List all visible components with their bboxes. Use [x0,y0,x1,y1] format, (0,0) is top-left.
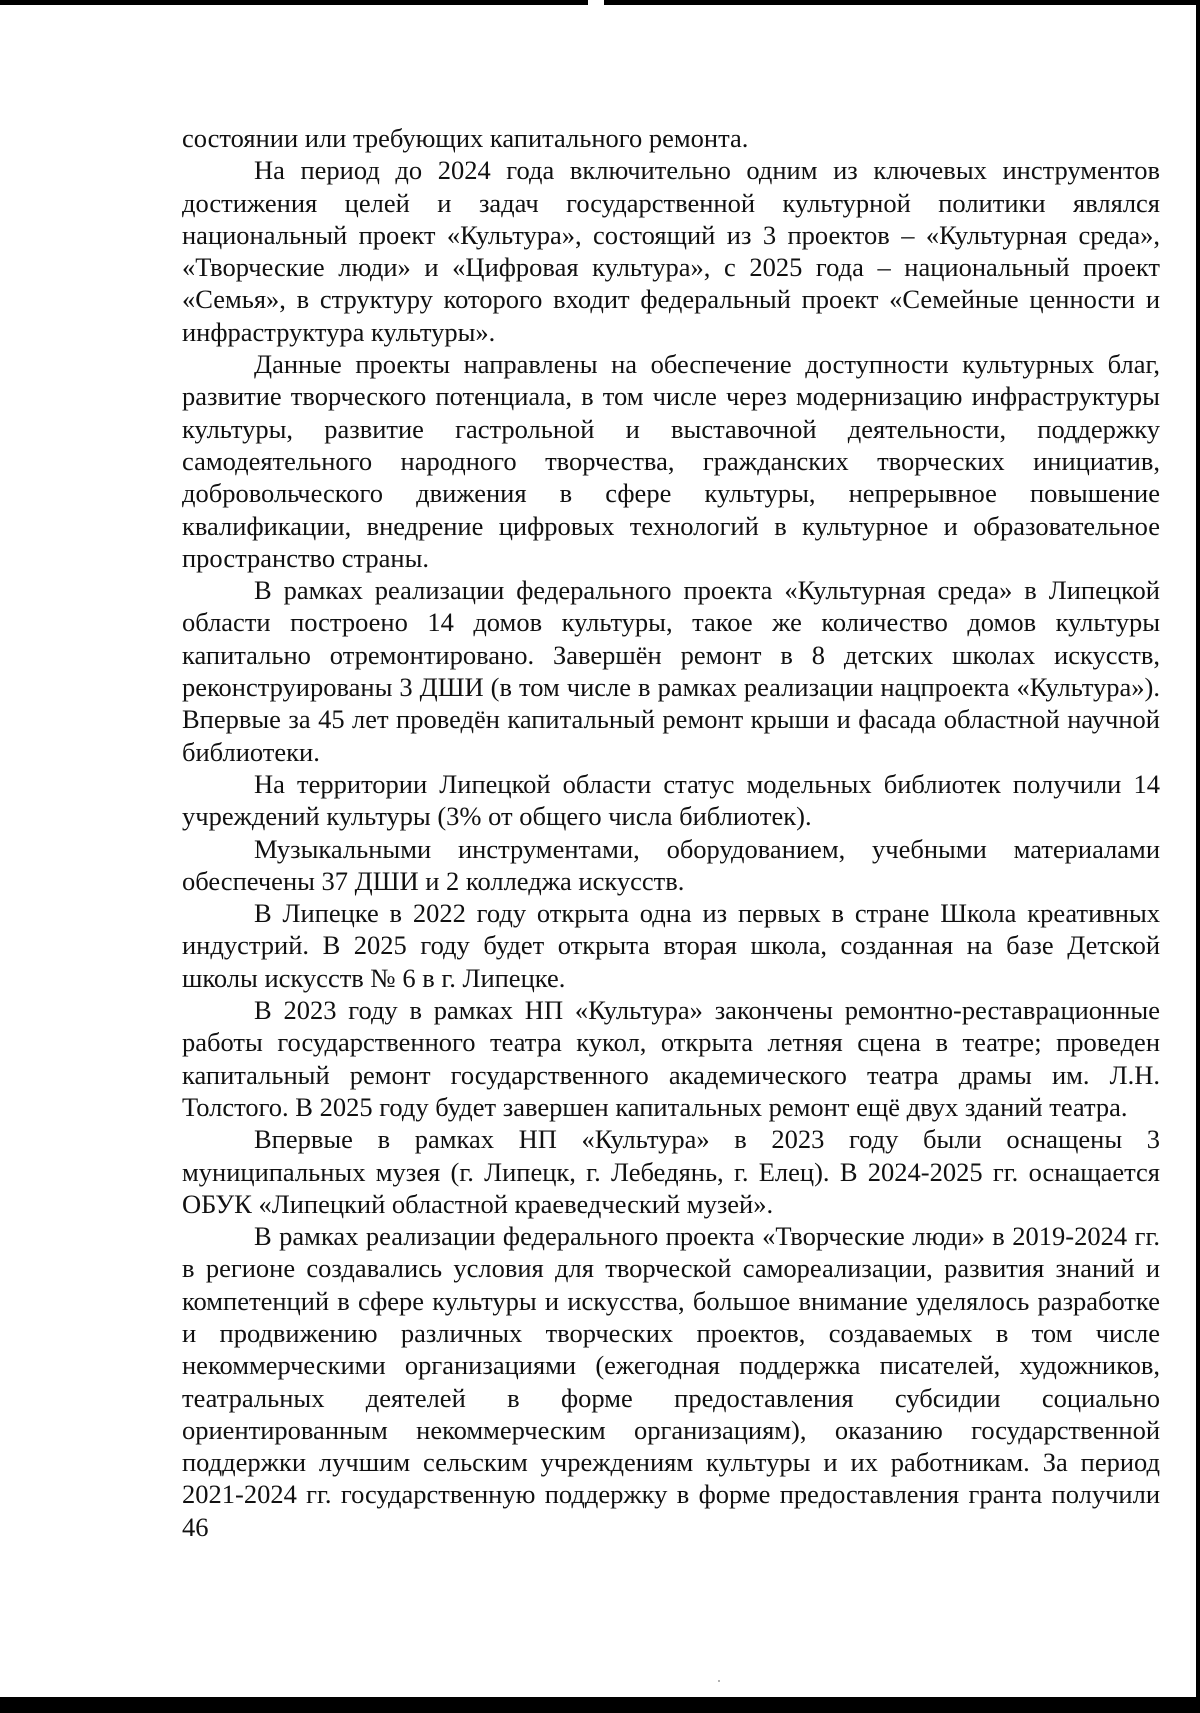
paragraph-continuation: состоянии или требующих капитального ремонта. [182,123,749,153]
scan-speck [718,1680,720,1682]
scan-border-bottom [0,1697,1200,1713]
paragraph-cultural-environment: В рамках реализации федерального проекта «Культурная среда» в Липецкой области построено 14 домов культуры, такое же количество домов культуры капитально отремонтировано. Завершён ремонт в 8 детских школах искусств, реконструированы 3 ДШИ (в том числе в рамках реализации нацпроекта «Культура»). Впервые за 45 лет проведён капитальный ремонт крыши и фасада областной научной библиотеки. [182,575,1160,767]
paragraph-national-project: На период до 2024 года включительно одним из ключевых инструментов достижения целей и задач государственной культурной политики являлся национальный проект «Культура», состоящий из 3 проектов – «Культурная среда», «Творческие люди» и «Цифровая культура», с 2025 года – национальный проект «Семья», в структуру которого входит федеральный проект «Семейные ценности и инфраструктура культуры». [182,155,1160,347]
paragraph-musical-instruments: Музыкальными инструментами, оборудованием, учебными материалами обеспечены 37 ДШИ и 2 колледжа искусств. [182,833,1160,896]
paragraph-model-libraries: На территории Липецкой области статус модельных библиотек получили 14 учреждений культуры (3% от общего числа библиотек). [182,768,1160,832]
paragraph-creative-industries: В Липецке в 2022 году открыта одна из первых в стране Школа креативных индустрий. В 2025 году будет открыта вторая школа, созданная на базе Детской школы искусств № 6 в г. Липецке. [182,898,1160,993]
paragraph-creative-people: В рамках реализации федерального проекта «Творческие люди» в 2019-2024 гг. в регионе создавались условия для творческой самореализации, развития знаний и компетенций в сфере культуры и искусства, большое внимание уделялось разработке и продвижению различных творческих проектов, создаваемых в том числе некоммерческими организациями (ежегодная поддержка писателей, художников, театральных деятелей в форме предоставления субсидии социально ориентированным некоммерческим организациям), оказанию государственной поддержки лучшим сельским учреждениям культуры и их работникам. За период 2021-2024 гг. государственную поддержку в форме предоставления гранта получили 46 [182,1221,1160,1542]
scan-border-top-gap [588,0,604,5]
paragraph-project-goals: Данные проекты направлены на обеспечение доступности культурных благ, развитие творческого потенциала, в том числе через модернизацию инфраструктуры культуры, развитие гастрольной и выставочной деятельности, поддержку самодеятельного народного творчества, гражданских творческих инициатив, добровольческого движения в сфере культуры, непрерывное повышение квалификации, внедрение цифровых технологий в культурное и образовательное пространство страны. [182,349,1160,573]
scan-border-right [1196,0,1200,1713]
paragraph-museums: Впервые в рамках НП «Культура» в 2023 году были оснащены 3 муниципальных музея (г. Липецк, г. Лебедянь, г. Елец). В 2024-2025 гг. оснащается ОБУК «Липецкий областной краеведческий музей». [182,1124,1160,1219]
document-body [182,122,1160,1543]
paragraph-theatres: В 2023 году в рамках НП «Культура» закончены ремонтно-реставрационные работы государственного театра кукол, открыта летняя сцена в театре; проведен капитальный ремонт государственного академического театра драмы им. Л.Н. Толстого. В 2025 году будет завершен капитальных ремонт ещё двух зданий театра. [182,995,1160,1122]
